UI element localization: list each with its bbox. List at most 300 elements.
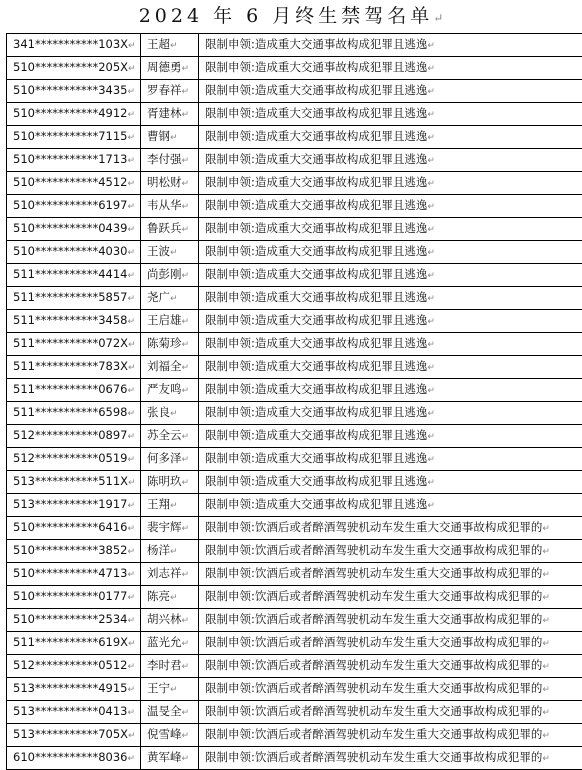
id-cell (7, 425, 141, 448)
cell-end-mark-icon: ↵ (127, 570, 135, 580)
name-cell (141, 563, 199, 586)
name-cell-text: 苏全云 (147, 428, 182, 442)
reason-cell (199, 287, 582, 310)
cell-end-mark-icon: ↵ (182, 64, 190, 74)
cell-end-mark-icon: ↵ (542, 731, 550, 741)
cell-end-mark-icon: ↵ (127, 501, 135, 511)
name-cell-text: 李时君 (147, 658, 182, 672)
name-cell (141, 402, 199, 425)
reason-cell-text: 限制申领:饮酒后或者醉酒驾驶机动车发生重大交通事故构成犯罪的 (205, 681, 542, 695)
name-cell (141, 241, 199, 264)
cell-end-mark-icon: ↵ (127, 455, 135, 465)
reason-cell (199, 678, 582, 701)
cell-end-mark-icon: ↵ (170, 593, 178, 603)
cell-end-mark-icon: ↵ (182, 662, 190, 672)
id-cell (7, 172, 141, 195)
name-cell-text: 裴宇辉 (147, 520, 182, 534)
reason-cell (199, 149, 582, 172)
table-row (7, 241, 582, 264)
table-row (7, 586, 582, 609)
name-cell-text: 周德勇 (147, 60, 182, 74)
name-cell (141, 471, 199, 494)
reason-cell (199, 80, 582, 103)
id-cell-text: 512***********0512 (13, 658, 127, 672)
cell-end-mark-icon: ↵ (170, 248, 178, 258)
cell-end-mark-icon: ↵ (182, 179, 190, 189)
name-cell-text: 蓝光允 (147, 635, 182, 649)
id-cell (7, 655, 141, 678)
name-cell-text: 尧广 (147, 290, 170, 304)
cell-end-mark-icon: ↵ (427, 317, 435, 327)
name-cell-text: 倪雪峰 (147, 727, 182, 741)
cell-end-mark-icon: ↵ (542, 662, 550, 672)
reason-cell-text: 限制申领:造成重大交通事故构成犯罪且逃逸 (205, 382, 427, 396)
reason-cell-text: 限制申领:造成重大交通事故构成犯罪且逃逸 (205, 405, 427, 419)
page-title (0, 4, 582, 30)
id-cell (7, 241, 141, 264)
table-row (7, 34, 582, 57)
table-row (7, 287, 582, 310)
name-cell (141, 517, 199, 540)
name-cell (141, 34, 199, 57)
id-cell (7, 540, 141, 563)
cell-end-mark-icon: ↵ (542, 524, 550, 534)
table-row (7, 471, 582, 494)
reason-cell (199, 402, 582, 425)
cell-end-mark-icon: ↵ (427, 133, 435, 143)
cell-end-mark-icon: ↵ (127, 685, 135, 695)
name-cell (141, 172, 199, 195)
reason-cell-text: 限制申领:饮酒后或者醉酒驾驶机动车发生重大交通事故构成犯罪的 (205, 658, 542, 672)
reason-cell (199, 57, 582, 80)
table-row (7, 172, 582, 195)
cell-end-mark-icon: ↵ (127, 225, 135, 235)
id-cell-text: 510***********3435 (13, 83, 127, 97)
name-cell-text: 何多泽 (147, 451, 182, 465)
id-cell (7, 103, 141, 126)
cell-end-mark-icon: ↵ (127, 87, 135, 97)
cell-end-mark-icon: ↵ (182, 754, 190, 764)
id-cell (7, 333, 141, 356)
table-row (7, 563, 582, 586)
reason-cell (199, 241, 582, 264)
cell-end-mark-icon: ↵ (542, 547, 550, 557)
id-cell-text: 510***********205X (13, 60, 128, 74)
name-cell (141, 287, 199, 310)
id-cell (7, 126, 141, 149)
name-cell-text: 李付强 (147, 152, 182, 166)
cell-end-mark-icon: ↵ (182, 455, 190, 465)
table-row (7, 678, 582, 701)
cell-end-mark-icon: ↵ (170, 547, 178, 557)
id-cell (7, 448, 141, 471)
cell-end-mark-icon: ↵ (427, 455, 435, 465)
reason-cell-text: 限制申领:饮酒后或者醉酒驾驶机动车发生重大交通事故构成犯罪的 (205, 589, 542, 603)
table-row (7, 655, 582, 678)
cell-end-mark-icon: ↵ (542, 593, 550, 603)
reason-cell (199, 126, 582, 149)
id-cell-text: 510***********4912 (13, 106, 127, 120)
id-cell-text: 511***********6598 (13, 405, 127, 419)
id-cell-text: 510***********6416 (13, 520, 127, 534)
name-cell-text: 王启雄 (147, 313, 182, 327)
cell-end-mark-icon: ↵ (427, 432, 435, 442)
reason-cell (199, 34, 582, 57)
name-cell (141, 494, 199, 517)
id-cell-text: 511***********072X (13, 336, 128, 350)
id-cell (7, 494, 141, 517)
reason-cell-text: 限制申领:造成重大交通事故构成犯罪且逃逸 (205, 336, 427, 350)
cell-end-mark-icon: ↵ (170, 133, 178, 143)
table-row (7, 218, 582, 241)
table-row (7, 356, 582, 379)
reason-cell (199, 540, 582, 563)
id-cell-text: 510***********0439 (13, 221, 127, 235)
cell-end-mark-icon: ↵ (182, 317, 190, 327)
cell-end-mark-icon: ↵ (127, 133, 135, 143)
reason-cell-text: 限制申领:造成重大交通事故构成犯罪且逃逸 (205, 152, 427, 166)
cell-end-mark-icon: ↵ (427, 156, 435, 166)
cell-end-mark-icon: ↵ (182, 616, 190, 626)
table-row (7, 57, 582, 80)
id-cell (7, 218, 141, 241)
id-cell-text: 511***********4414 (13, 267, 127, 281)
cell-end-mark-icon: ↵ (127, 110, 135, 120)
cell-end-mark-icon: ↵ (427, 64, 435, 74)
cell-end-mark-icon: ↵ (182, 639, 190, 649)
cell-end-mark-icon: ↵ (128, 731, 136, 741)
paragraph-mark-icon: ↵ (433, 11, 443, 25)
name-cell (141, 540, 199, 563)
name-cell (141, 678, 199, 701)
name-cell-text: 韦从华 (147, 198, 182, 212)
cell-end-mark-icon: ↵ (427, 478, 435, 488)
cell-end-mark-icon: ↵ (170, 685, 178, 695)
name-cell (141, 701, 199, 724)
cell-end-mark-icon: ↵ (182, 731, 190, 741)
table-row (7, 149, 582, 172)
name-cell-text: 王超 (147, 37, 170, 51)
name-cell-text: 黄军峰 (147, 750, 182, 764)
reason-cell (199, 701, 582, 724)
id-cell-text: 341***********103X (13, 37, 128, 51)
reason-cell-text: 限制申领:造成重大交通事故构成犯罪且逃逸 (205, 290, 427, 304)
id-cell-text: 510***********0177 (13, 589, 127, 603)
name-cell-text: 王波 (147, 244, 170, 258)
id-cell-text: 510***********4030 (13, 244, 127, 258)
reason-cell (199, 379, 582, 402)
table-row (7, 425, 582, 448)
cell-end-mark-icon: ↵ (170, 294, 178, 304)
name-cell (141, 379, 199, 402)
id-cell (7, 517, 141, 540)
name-cell (141, 149, 199, 172)
name-cell-text: 陈菊珍 (147, 336, 182, 350)
cell-end-mark-icon: ↵ (427, 363, 435, 373)
cell-end-mark-icon: ↵ (170, 409, 178, 419)
table-row (7, 701, 582, 724)
cell-end-mark-icon: ↵ (128, 363, 136, 373)
id-cell-text: 513***********0413 (13, 704, 127, 718)
cell-end-mark-icon: ↵ (182, 363, 190, 373)
reason-cell (199, 172, 582, 195)
cell-end-mark-icon: ↵ (127, 409, 135, 419)
name-cell-text: 曹钢 (147, 129, 170, 143)
id-cell-text: 510***********2534 (13, 612, 127, 626)
reason-cell-text: 限制申领:造成重大交通事故构成犯罪且逃逸 (205, 60, 427, 74)
table-row (7, 609, 582, 632)
reason-cell-text: 限制申领:造成重大交通事故构成犯罪且逃逸 (205, 313, 427, 327)
id-cell-text: 513***********1917 (13, 497, 127, 511)
name-cell (141, 310, 199, 333)
name-cell-text: 胡兴林 (147, 612, 182, 626)
cell-end-mark-icon: ↵ (127, 662, 135, 672)
id-cell (7, 563, 141, 586)
cell-end-mark-icon: ↵ (182, 386, 190, 396)
cell-end-mark-icon: ↵ (427, 179, 435, 189)
cell-end-mark-icon: ↵ (427, 294, 435, 304)
id-cell (7, 379, 141, 402)
reason-cell (199, 494, 582, 517)
id-cell (7, 80, 141, 103)
table-row (7, 448, 582, 471)
id-cell (7, 34, 141, 57)
reason-cell-text: 限制申领:造成重大交通事故构成犯罪且逃逸 (205, 221, 427, 235)
cell-end-mark-icon: ↵ (127, 708, 135, 718)
id-cell (7, 678, 141, 701)
cell-end-mark-icon: ↵ (127, 202, 135, 212)
reason-cell (199, 632, 582, 655)
id-cell-text: 510***********3852 (13, 543, 127, 557)
reason-cell (199, 724, 582, 747)
id-cell-text: 510***********7115 (13, 129, 127, 143)
cell-end-mark-icon: ↵ (127, 317, 135, 327)
cell-end-mark-icon: ↵ (427, 340, 435, 350)
reason-cell-text: 限制申领:造成重大交通事故构成犯罪且逃逸 (205, 451, 427, 465)
name-cell (141, 80, 199, 103)
cell-end-mark-icon: ↵ (542, 570, 550, 580)
cell-end-mark-icon: ↵ (427, 41, 435, 51)
cell-end-mark-icon: ↵ (427, 202, 435, 212)
table-row (7, 402, 582, 425)
id-cell-text: 512***********0897 (13, 428, 127, 442)
cell-end-mark-icon: ↵ (182, 271, 190, 281)
name-cell-text: 尚彭刚 (147, 267, 182, 281)
id-cell-text: 610***********8036 (13, 750, 127, 764)
name-cell-text: 张良 (147, 405, 170, 419)
reason-cell (199, 264, 582, 287)
name-cell-text: 刘志祥 (147, 566, 182, 580)
cell-end-mark-icon: ↵ (127, 179, 135, 189)
name-cell-text: 刘福全 (147, 359, 182, 373)
cell-end-mark-icon: ↵ (542, 754, 550, 764)
cell-end-mark-icon: ↵ (427, 386, 435, 396)
reason-cell (199, 425, 582, 448)
id-cell (7, 356, 141, 379)
reason-cell (199, 333, 582, 356)
cell-end-mark-icon: ↵ (182, 524, 190, 534)
name-cell (141, 57, 199, 80)
name-cell-text: 陈明玖 (147, 474, 182, 488)
cell-end-mark-icon: ↵ (127, 386, 135, 396)
cell-end-mark-icon: ↵ (182, 340, 190, 350)
cell-end-mark-icon: ↵ (127, 432, 135, 442)
id-cell-text: 510***********1713 (13, 152, 127, 166)
id-cell (7, 402, 141, 425)
cell-end-mark-icon: ↵ (170, 501, 178, 511)
id-cell (7, 609, 141, 632)
table-row (7, 379, 582, 402)
table-row (7, 264, 582, 287)
id-cell (7, 195, 141, 218)
cell-end-mark-icon: ↵ (170, 41, 178, 51)
reason-cell (199, 609, 582, 632)
reason-cell-text: 限制申领:造成重大交通事故构成犯罪且逃逸 (205, 129, 427, 143)
cell-end-mark-icon: ↵ (127, 754, 135, 764)
cell-end-mark-icon: ↵ (182, 708, 190, 718)
table-row (7, 540, 582, 563)
cell-end-mark-icon: ↵ (427, 501, 435, 511)
table-row (7, 103, 582, 126)
id-cell (7, 149, 141, 172)
reason-cell (199, 195, 582, 218)
table-row (7, 632, 582, 655)
name-cell (141, 586, 199, 609)
name-cell-text: 严友鸣 (147, 382, 182, 396)
cell-end-mark-icon: ↵ (182, 478, 190, 488)
reason-cell-text: 限制申领:饮酒后或者醉酒驾驶机动车发生重大交通事故构成犯罪的 (205, 543, 542, 557)
cell-end-mark-icon: ↵ (128, 478, 136, 488)
cell-end-mark-icon: ↵ (127, 294, 135, 304)
reason-cell-text: 限制申领:造成重大交通事故构成犯罪且逃逸 (205, 428, 427, 442)
cell-end-mark-icon: ↵ (427, 225, 435, 235)
name-cell-text: 明松财 (147, 175, 182, 189)
reason-cell-text: 限制申领:造成重大交通事故构成犯罪且逃逸 (205, 267, 427, 281)
table-body (7, 34, 582, 770)
name-cell (141, 103, 199, 126)
id-cell-text: 513***********511X (13, 474, 128, 488)
name-cell-text: 罗春祥 (147, 83, 182, 97)
name-cell (141, 425, 199, 448)
name-cell (141, 609, 199, 632)
id-cell (7, 310, 141, 333)
reason-cell (199, 448, 582, 471)
driver-ban-table (6, 33, 582, 770)
cell-end-mark-icon: ↵ (128, 64, 136, 74)
name-cell (141, 747, 199, 770)
table-row (7, 80, 582, 103)
name-cell-text: 温旻全 (147, 704, 182, 718)
name-cell (141, 448, 199, 471)
reason-cell-text: 限制申领:饮酒后或者醉酒驾驶机动车发生重大交通事故构成犯罪的 (205, 635, 542, 649)
name-cell-text: 胥建林 (147, 106, 182, 120)
name-cell (141, 264, 199, 287)
id-cell-text: 512***********0519 (13, 451, 127, 465)
cell-end-mark-icon: ↵ (542, 616, 550, 626)
name-cell-text: 王宁 (147, 681, 170, 695)
name-cell (141, 724, 199, 747)
name-cell (141, 655, 199, 678)
id-cell (7, 747, 141, 770)
table-row (7, 126, 582, 149)
cell-end-mark-icon: ↵ (542, 708, 550, 718)
id-cell-text: 510***********6197 (13, 198, 127, 212)
cell-end-mark-icon: ↵ (182, 225, 190, 235)
reason-cell (199, 747, 582, 770)
table-row (7, 747, 582, 770)
reason-cell (199, 310, 582, 333)
reason-cell-text: 限制申领:造成重大交通事故构成犯罪且逃逸 (205, 244, 427, 258)
cell-end-mark-icon: ↵ (427, 248, 435, 258)
reason-cell-text: 限制申领:饮酒后或者醉酒驾驶机动车发生重大交通事故构成犯罪的 (205, 520, 542, 534)
cell-end-mark-icon: ↵ (182, 87, 190, 97)
table-row (7, 333, 582, 356)
table-row (7, 494, 582, 517)
name-cell (141, 356, 199, 379)
reason-cell-text: 限制申领:造成重大交通事故构成犯罪且逃逸 (205, 198, 427, 212)
cell-end-mark-icon: ↵ (427, 271, 435, 281)
name-cell (141, 126, 199, 149)
reason-cell-text: 限制申领:造成重大交通事故构成犯罪且逃逸 (205, 83, 427, 97)
id-cell-text: 511***********3458 (13, 313, 127, 327)
cell-end-mark-icon: ↵ (128, 340, 136, 350)
id-cell (7, 724, 141, 747)
reason-cell-text: 限制申领:造成重大交通事故构成犯罪且逃逸 (205, 175, 427, 189)
reason-cell-text: 限制申领:饮酒后或者醉酒驾驶机动车发生重大交通事故构成犯罪的 (205, 727, 542, 741)
reason-cell (199, 517, 582, 540)
id-cell (7, 701, 141, 724)
reason-cell-text: 限制申领:饮酒后或者醉酒驾驶机动车发生重大交通事故构成犯罪的 (205, 612, 542, 626)
cell-end-mark-icon: ↵ (427, 409, 435, 419)
id-cell (7, 287, 141, 310)
table-row (7, 310, 582, 333)
cell-end-mark-icon: ↵ (182, 110, 190, 120)
name-cell-text: 王翔 (147, 497, 170, 511)
id-cell (7, 632, 141, 655)
reason-cell (199, 103, 582, 126)
cell-end-mark-icon: ↵ (127, 156, 135, 166)
cell-end-mark-icon: ↵ (427, 110, 435, 120)
cell-end-mark-icon: ↵ (182, 570, 190, 580)
cell-end-mark-icon: ↵ (182, 156, 190, 166)
reason-cell (199, 563, 582, 586)
table-row (7, 195, 582, 218)
name-cell-text: 杨洋 (147, 543, 170, 557)
id-cell-text: 513***********705X (13, 727, 128, 741)
cell-end-mark-icon: ↵ (182, 432, 190, 442)
id-cell (7, 57, 141, 80)
cell-end-mark-icon: ↵ (127, 593, 135, 603)
id-cell-text: 511***********0676 (13, 382, 127, 396)
reason-cell (199, 586, 582, 609)
reason-cell-text: 限制申领:饮酒后或者醉酒驾驶机动车发生重大交通事故构成犯罪的 (205, 704, 542, 718)
reason-cell-text: 限制申领:造成重大交通事故构成犯罪且逃逸 (205, 359, 427, 373)
reason-cell (199, 471, 582, 494)
name-cell-text: 陈亮 (147, 589, 170, 603)
reason-cell (199, 356, 582, 379)
table-row (7, 724, 582, 747)
cell-end-mark-icon: ↵ (128, 41, 136, 51)
reason-cell-text: 限制申领:造成重大交通事故构成犯罪且逃逸 (205, 497, 427, 511)
reason-cell-text: 限制申领:饮酒后或者醉酒驾驶机动车发生重大交通事故构成犯罪的 (205, 566, 542, 580)
name-cell (141, 333, 199, 356)
name-cell (141, 218, 199, 241)
cell-end-mark-icon: ↵ (127, 271, 135, 281)
id-cell-text: 511***********619X (13, 635, 128, 649)
cell-end-mark-icon: ↵ (128, 639, 136, 649)
reason-cell-text: 限制申领:饮酒后或者醉酒驾驶机动车发生重大交通事故构成犯罪的 (205, 750, 542, 764)
id-cell-text: 511***********783X (13, 359, 128, 373)
